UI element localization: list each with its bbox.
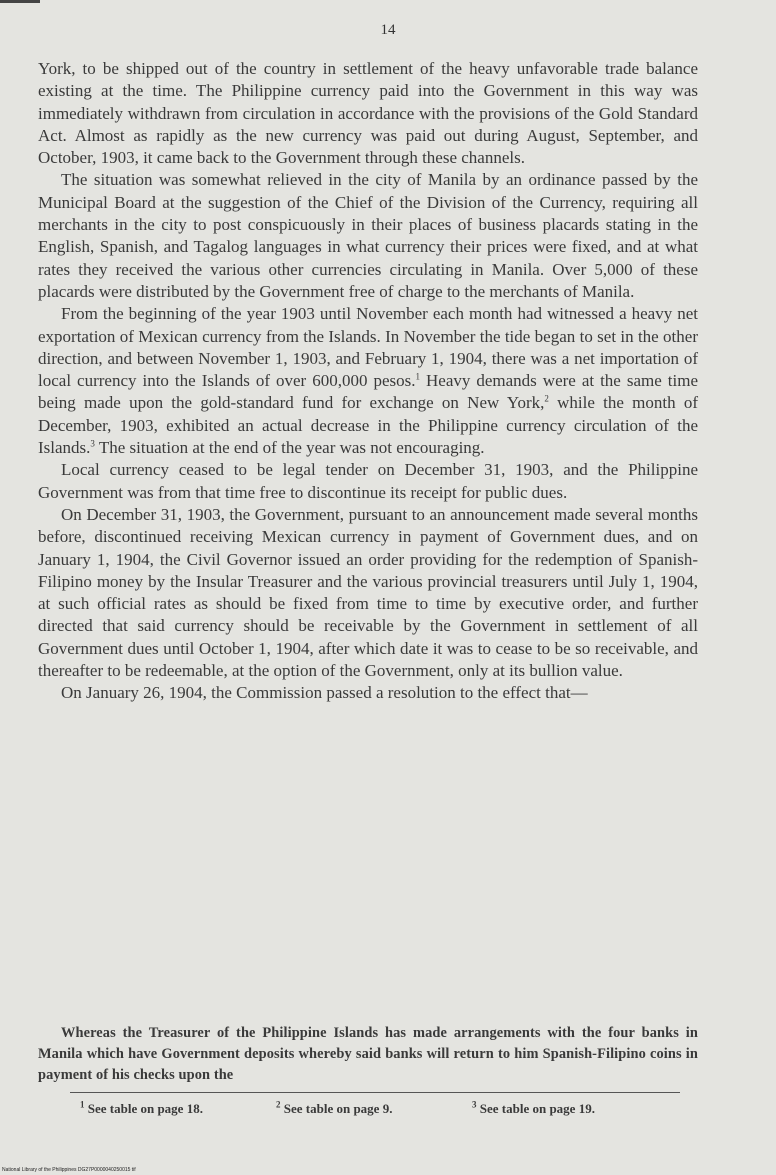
footnote-1: [80, 1101, 276, 1117]
footnote-text-2: See table on page 9.: [283, 1101, 393, 1116]
paragraph-6: On January 26, 1904, the Commission passed a resolution to the effect that—: [61, 683, 588, 703]
paragraph-3-part-c: while the month of December, 1903, exhibited an actual decrease in the Philippine currency circulation of the Islands.: [38, 393, 698, 458]
paragraph-1: York, to be shipped out of the country in settlement of the heavy unfavorable trade balance existing at the time. The Philippine currency paid into the Government in this way was immediately withdrawn from circulation in accordance with the provisions of the Gold Standard Act. Almost as rapidly as the new currency was paid out during August, September, and October, 1903, it came back to the Government through these channels.: [38, 59, 698, 168]
footnote-mark-1: 1: [80, 1099, 85, 1110]
paragraph-2: The situation was somewhat relieved in the city of Manila by an ordinance passed by the Municipal Board at the suggestion of the Chief of the Division of the Currency, requiring all merchants in the city to post conspicuously in their places of business placards stating in the English, Spanish, and Tagalog languages in what currency their prices were fixed, and at what rates they received the various other currencies circulating in Manila. Over 5,000 of these placards were distributed by the Government free of charge to the merchants of Manila.: [38, 170, 698, 301]
footnote-ref-2: 2: [544, 393, 549, 404]
footnote-mark-3: 3: [472, 1099, 477, 1110]
paragraph-5: On December 31, 1903, the Government, pursuant to an announcement made several months before, discontinued receiving Mexican currency in payment of Government dues, and on January 1, 1904, the Civil Governor issued an order providing for the redemption of Spanish-Filipino money by the Insular Treasurer and the various provincial treasurers until July 1, 1904, at such official rates as should be fixed from time to time by executive order, and further directed that said currency should be receivable by the Government in settlement of all Government dues until October 1, 1904, after which date it was to cease to be so receivable, and thereafter to be redeemable, at the option of the Government, only at its bullion value.: [38, 504, 698, 681]
paragraph-3-part-b: Heavy demands were at the same time being made upon the gold-standard fund for exchange on New York,: [38, 371, 698, 413]
footnote-2: [276, 1101, 472, 1117]
paragraph-4: Local currency ceased to be legal tender on December 31, 1903, and the Philippine Government was from that time free to discontinue its receipt for public dues.: [38, 460, 698, 502]
scan-edge-mark: [0, 0, 40, 3]
paragraph-3: [38, 303, 698, 459]
footnote-3: [472, 1101, 595, 1117]
footnote-mark-2: 2: [276, 1099, 281, 1110]
paragraph-3-part-a: From the beginning of the year 1903 until November each month had witnessed a heavy net exportation of Mexican currency from the Islands. In November the tide began to set in the other direction, and between November 1, 1903, and February 1, 1904, there was a net importation of local currency into the Islands of over 600,000 pesos.: [38, 304, 698, 391]
footnote-text-1: See table on page 18.: [87, 1101, 203, 1116]
page-number: 14: [380, 22, 396, 38]
footnote-ref-3: 3: [90, 438, 95, 449]
footnote-divider: [70, 1092, 680, 1093]
footnote-ref-1: 1: [415, 371, 420, 382]
library-credit: National Library of the Philippines DG27P0000040250015 tif: [2, 1167, 136, 1173]
paragraph-3-part-d: The situation at the end of the year was not encouraging.: [94, 438, 485, 458]
footnote-text-3: See table on page 19.: [479, 1101, 595, 1116]
body-text: [38, 58, 698, 705]
footnotes: [80, 1101, 700, 1117]
resolution-quote: Whereas the Treasurer of the Philippine Islands has made arrangements with the four banks in Manila which have Government deposits whereby said banks will return to him Spanish-Filipino coins in payment of his checks upon the: [38, 1025, 698, 1083]
